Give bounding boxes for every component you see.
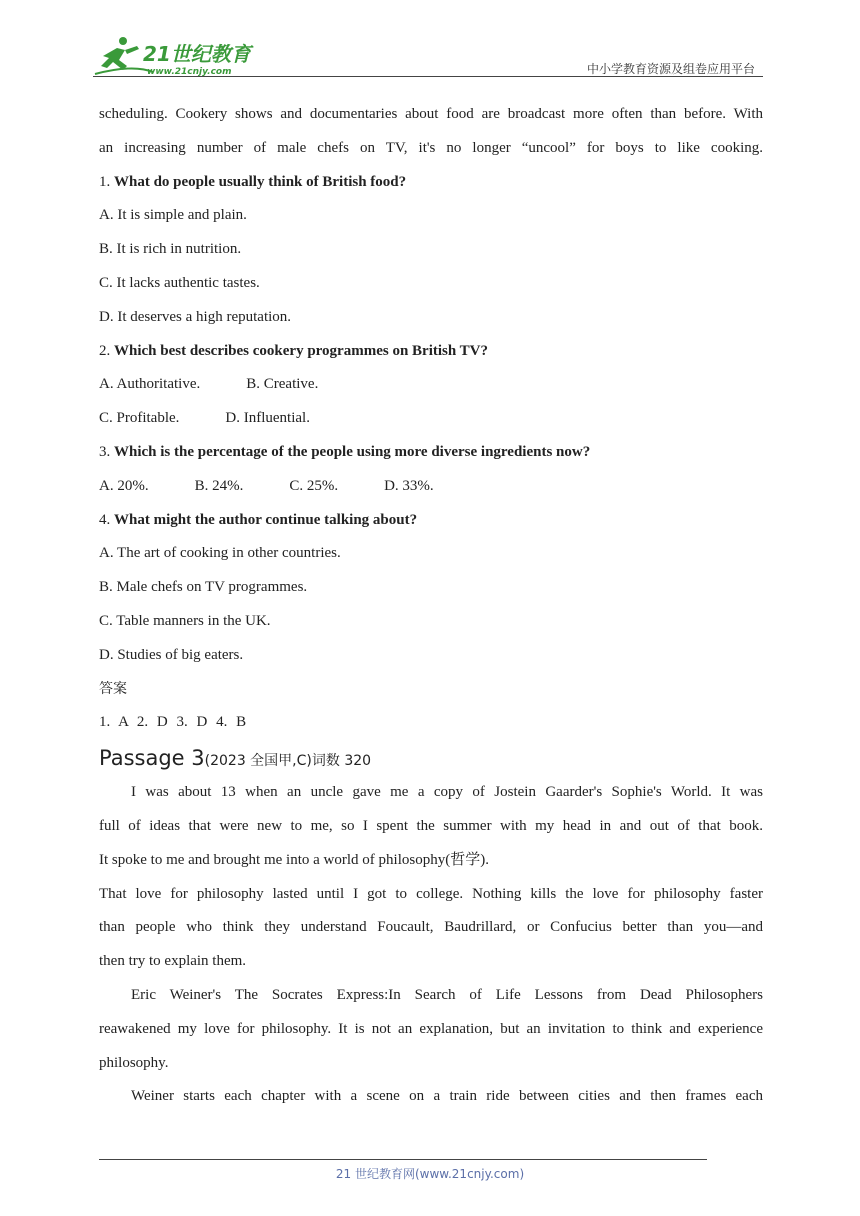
footer-divider — [99, 1159, 707, 1160]
question-number: 1. — [99, 173, 111, 190]
option-row — [99, 368, 763, 402]
header-platform-text: 中小学教育资源及组卷应用平台 — [586, 62, 755, 76]
option: C. It lacks authentic tastes. — [99, 274, 260, 291]
question-text: Which is the percentage of the people using more diverse ingredients now? — [114, 443, 591, 460]
paragraph-line: than people who think they understand Foucault, Baudrillard, or Confucius better than you—and — [99, 919, 763, 936]
option-row — [99, 402, 763, 436]
question-4 — [99, 504, 763, 538]
answer-label: 答案 — [99, 680, 127, 697]
paragraph-line: That love for philosophy lasted until I got to college. Nothing kills the love for philosophy faster — [99, 885, 763, 902]
option: B. It is rich in nutrition. — [99, 241, 242, 258]
passage-subtitle: (2023 全国甲,C)词数 320 — [204, 753, 372, 770]
paragraph-line: I was about 13 when an uncle gave me a copy of Jostein Gaarder's Sophie's World. It was — [131, 784, 763, 801]
paragraph-line: philosophy. — [99, 1054, 169, 1071]
page-header — [93, 34, 763, 78]
paragraph-line: Eric Weiner's The Socrates Express:In Search of Life Lessons from Dead Philosophers — [131, 986, 763, 1003]
question-text: What do people usually think of British food? — [114, 173, 407, 190]
question-number: 4. — [99, 511, 111, 528]
option: D. Studies of big eaters. — [99, 646, 244, 663]
site-logo — [93, 34, 263, 78]
question-1 — [99, 166, 763, 200]
question-2 — [99, 335, 763, 369]
option: B. Creative. — [246, 376, 319, 393]
svg-text:www.21cnjy.com: www.21cnjy.com — [147, 67, 232, 77]
option: A. It is simple and plain. — [99, 207, 247, 224]
answer-key: 1. A 2. D 3. D 4. B — [99, 714, 247, 731]
option: C. Profitable. — [99, 410, 180, 427]
passage-title: Passage 3 — [99, 746, 205, 771]
text-line: an increasing number of male chefs on TV, it's no longer “uncool” for boys to like cooking. — [99, 139, 763, 156]
footer-text: 21 世纪教育网(www.21cnjy.com) — [335, 1167, 525, 1181]
paragraph-line: then try to explain them. — [99, 953, 247, 970]
option: A. 20%. — [99, 477, 149, 494]
text-line: scheduling. Cookery shows and documentaries about food are broadcast more often than before. With — [99, 106, 763, 122]
paragraph-line: It spoke to me and brought me into a world of philosophy(哲学). — [99, 851, 489, 868]
question-text: What might the author continue talking about? — [114, 511, 418, 528]
passage-heading — [99, 740, 763, 776]
header-divider — [93, 76, 763, 77]
option: A. The art of cooking in other countries. — [99, 545, 341, 562]
document-body — [99, 98, 763, 1114]
question-number: 3. — [99, 443, 111, 460]
question-text: Which best describes cookery programmes on British TV? — [114, 342, 489, 359]
option: D. 33%. — [384, 477, 434, 494]
question-3 — [99, 436, 763, 470]
paragraph-line: reawakened my love for philosophy. It is not an explanation, but an invitation to think and experience — [99, 1020, 763, 1037]
question-number: 2. — [99, 342, 111, 359]
option: B. Male chefs on TV programmes. — [99, 579, 308, 596]
option: C. Table manners in the UK. — [99, 612, 271, 629]
paragraph-line: Weiner starts each chapter with a scene on a train ride between cities and then frames each — [131, 1088, 763, 1105]
paragraph-line: full of ideas that were new to me, so I spent the summer with my head in and out of that book. — [99, 817, 763, 834]
option: C. 25%. — [289, 477, 339, 494]
option-row — [99, 470, 763, 504]
svg-text:21世纪教育: 21世纪教育 — [143, 42, 251, 66]
option: B. 24%. — [194, 477, 244, 494]
option: D. Influential. — [225, 410, 310, 427]
option: D. It deserves a high reputation. — [99, 308, 292, 325]
option: A. Authoritative. — [99, 376, 201, 393]
